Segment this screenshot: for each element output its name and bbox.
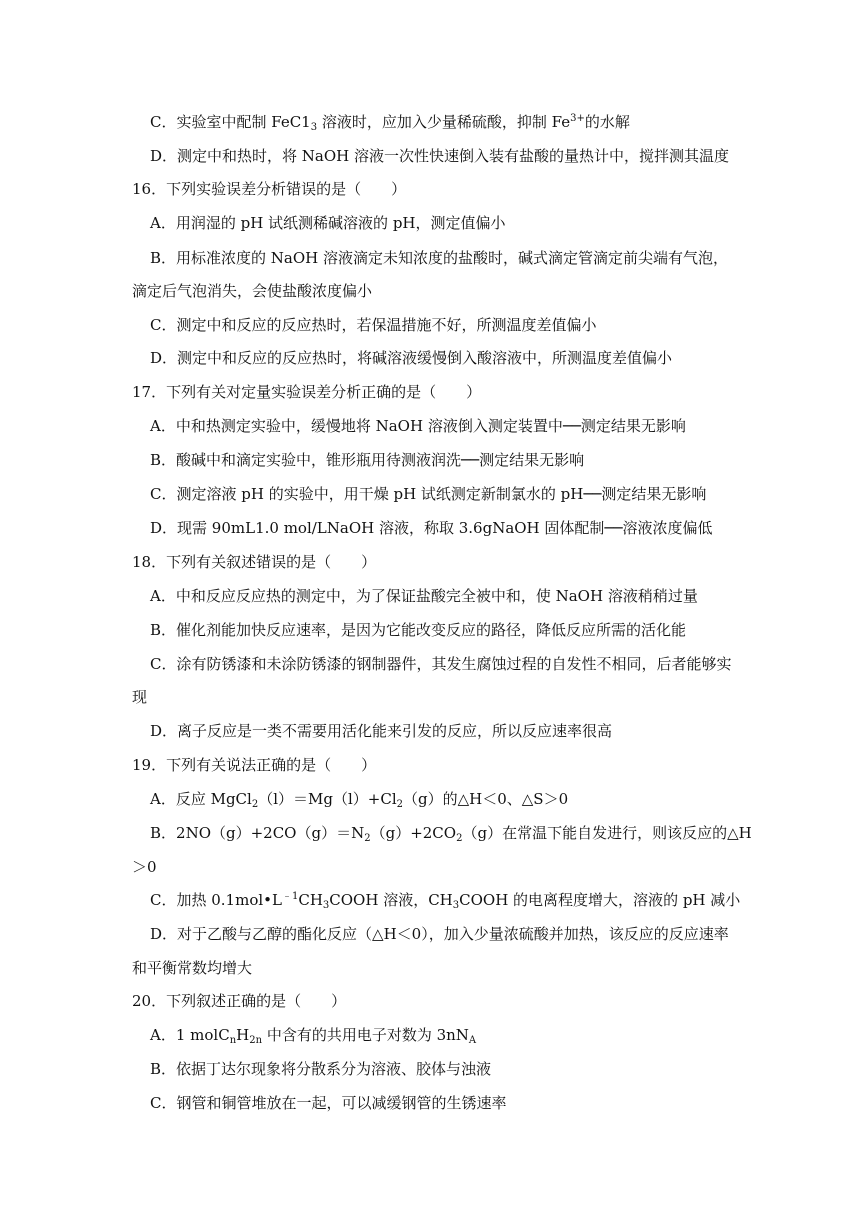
question-17: 17．下列有关对定量实验误差分析正确的是（ ）: [132, 383, 482, 401]
question-19: 19．下列有关说法正确的是（ ）: [132, 756, 377, 774]
q18-option-b: B．催化剂能加快反应速率，是因为它能改变反应的路径，降低反应所需的活化能: [150, 621, 687, 639]
q19-option-d: D．对于乙酸与乙醇的酯化反应（△H＜0），加入少量浓硫酸并加热，该反应的反应速率: [150, 925, 729, 943]
q18-option-c-cont: 现: [132, 688, 148, 706]
q20-option-a: A．1 $molC_nH_{2n}$ 中含有的共用电子对数为 $3nN_A$: [150, 1026, 477, 1046]
question-18: 18．下列有关叙述错误的是（ ）: [132, 553, 377, 571]
q17-option-b: B．酸碱中和滴定实验中，锥形瓶用待测液润洗──测定结果无影响: [150, 451, 585, 469]
q19-option-d-cont: 和平衡常数均增大: [132, 959, 253, 977]
q18-option-c: C．涂有防锈漆和未涂防锈漆的钢制器件，其发生腐蚀过程的自发性不相同，后者能够实: [150, 655, 732, 673]
question-20: 20．下列叙述正确的是（ ）: [132, 992, 347, 1010]
q15-option-c: C．实验室中配制 $FeC1_3$ 溶液时，应加入少量稀硫酸，抑制 $Fe^{3+}$的水解: [150, 113, 630, 133]
q19-option-b-cont: ＞0: [132, 858, 157, 876]
q17-option-c: C．测定溶液 pH 的实验中，用干燥 pH 试纸测定新制氯水的 pH──测定结果无影响: [150, 485, 707, 503]
q18-option-a: A．中和反应反应热的测定中，为了保证盐酸完全被中和，使 NaOH 溶液稍稍过量: [150, 587, 698, 605]
q16-option-b: B．用标准浓度的 NaOH 溶液滴定未知浓度的盐酸时，碱式滴定管滴定前尖端有气泡，: [150, 249, 729, 267]
question-16: 16．下列实验误差分析错误的是（ ）: [132, 180, 407, 198]
q16-option-a: A．用润湿的 pH 试纸测稀碱溶液的 pH，测定值偏小: [150, 214, 506, 232]
q17-option-d: D．现需 90mL1.0 mol/LNaOH 溶液，称取 3.6gNaOH 固体配制──溶液浓度偏低: [150, 519, 713, 537]
q16-option-b-cont: 滴定后气泡消失，会使盐酸浓度偏小: [132, 282, 373, 300]
q20-option-c: C．钢管和铜管堆放在一起，可以减缓钢管的生锈速率: [150, 1094, 507, 1112]
q20-option-b: B．依据丁达尔现象将分散系分为溶液、胶体与浊液: [150, 1060, 492, 1078]
q17-option-a: A．中和热测定实验中，缓慢地将 NaOH 溶液倒入测定装置中──测定结果无影响: [150, 417, 686, 435]
q18-option-d: D．离子反应是一类不需要用活化能来引发的反应，所以反应速率很高: [150, 722, 613, 740]
q16-option-d: D．测定中和反应的反应热时，将碱溶液缓慢倒入酸溶液中，所测温度差值偏小: [150, 349, 673, 367]
q19-option-b: B．$2NO(g)+2CO(g)=N_2(g)+2CO_2(g)$在常温下能自发进行，则该反应的△H: [150, 824, 752, 844]
q19-option-a: A．反应 $MgCl_2(l)=Mg(l)+Cl_2(g)$的△H＜0、△S＞0: [150, 790, 569, 810]
q16-option-c: C．测定中和反应的反应热时，若保温措施不好，所测温度差值偏小: [150, 316, 597, 334]
q19-option-c: C．加热 $0.1mol•L^{﹣1}CH_3COOH$ 溶液，$CH_3COOH$ 的电离程度增大，溶液的 pH 减小: [150, 891, 741, 911]
q15-option-d: D．测定中和热时，将 NaOH 溶液一次性快速倒入装有盐酸的量热计中，搅拌测其温度: [150, 147, 730, 165]
